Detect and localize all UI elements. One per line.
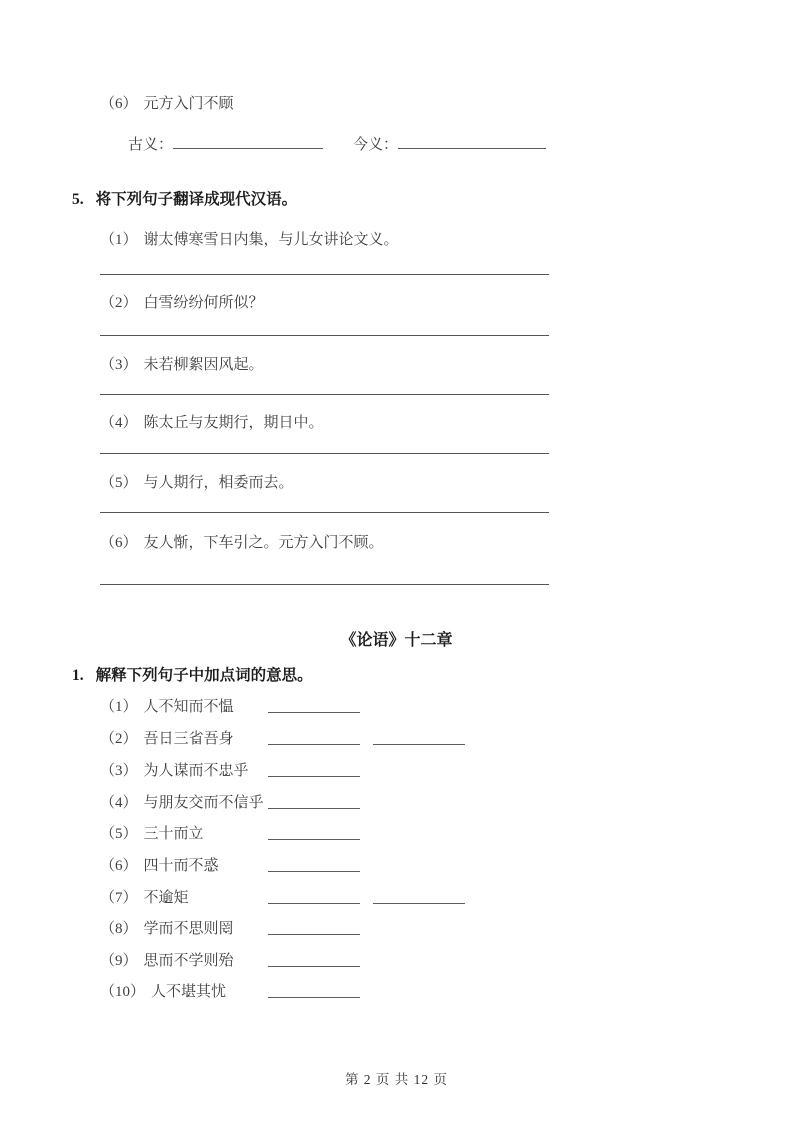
word-explain-item [100,729,234,749]
question-5-heading [72,190,297,210]
item-text: 三十而立 • [144,826,204,842]
item-number: （6） [100,96,138,112]
answer-line [100,335,549,336]
item-text: 元方入门不顾 • [144,96,234,112]
dotted-char: 惑 • [204,858,219,874]
item-number: （3） [100,357,138,373]
answer-blank [268,697,360,713]
answer-blank [268,951,360,967]
item-text: 谢太傅寒雪日内集，与儿女讲论文义。 [143,232,399,248]
answer-blank [268,982,360,998]
word-explain-item [100,824,204,844]
word-explain-item [100,951,234,971]
item-text: 与人期行，相委而去。 [143,475,294,491]
item-number: （1） [100,232,138,248]
dotted-char: 逾 • [159,890,174,906]
word-explain-item [100,856,219,876]
modern-meaning-blank [398,134,546,149]
answer-blank [373,729,465,745]
translation-item [100,533,384,553]
word-explain-item [100,761,249,781]
item-number: （4） [100,795,138,811]
dotted-char: 矩 • [174,890,189,906]
dotted-char: 省 • [189,731,204,747]
item-text: 思而不学则殆 • [144,953,234,969]
item-number: （2） [100,295,138,311]
answer-line [100,453,549,454]
section-title: 《论语》十二章 [340,632,453,649]
item-number: （4） [100,415,138,431]
item-number: （10） [100,984,146,1000]
item-text: 人不知而不愠 • [144,699,234,715]
translation-item [100,230,399,250]
item-number: （3） [100,763,138,779]
answer-blank [373,888,465,904]
ancient-meaning-blank [173,134,323,149]
item-number: （5） [100,475,138,491]
question-1-heading [72,666,313,686]
answer-blank [268,729,360,745]
item-number: （6） [100,535,138,551]
word-explain-item [100,888,189,908]
answer-blank [268,761,360,777]
page-footer: 第 2 页 共 12 页 [344,1072,449,1087]
item-text: 为人谋而不忠 •乎 [144,763,249,779]
answer-line [100,584,549,585]
dotted-char: 顾 • [219,96,234,112]
word-explain-item [100,919,234,939]
item-number: （9） [100,953,138,969]
word-explain-item [100,793,264,813]
dotted-char: 愠 • [219,699,234,715]
word-explain-item [100,697,234,717]
answer-blank [268,824,360,840]
item-number: （8） [100,921,138,937]
ancient-meaning-label: 古义： [128,137,174,153]
item-number: （2） [100,731,138,747]
dotted-char: 忠 • [219,763,234,779]
item-number: （6） [100,858,138,874]
item-text: 学而不思则罔 • [144,921,234,937]
item-number: （5） [100,826,138,842]
question-number: 5. [72,191,84,208]
translation-item [100,473,294,493]
answer-line [100,394,549,395]
item-text: 陈太丘与友期行，期日中。 [143,415,324,431]
answer-blank [268,919,360,935]
word-explain-item [100,982,226,1002]
answer-blank [268,888,360,904]
translation-item [100,293,264,313]
item-text: 白雪纷纷何所似？ [143,295,264,311]
item-text: 人不堪 •其忧 [151,984,226,1000]
item-number: （7） [100,890,138,906]
dotted-char: 信 • [234,795,249,811]
item-text: 不逾 •矩 • [144,890,189,906]
answer-line [100,512,549,513]
answer-line [100,274,549,275]
item-text: 与朋友交而不信 •乎 [144,795,264,811]
question-text: 解释下列句子中加点词的意思。 [95,667,313,684]
answer-blank [268,793,360,809]
translation-item [100,355,264,375]
dotted-char: 立 • [189,826,204,842]
item-text: 未若柳絮因风起。 [143,357,264,373]
translation-item [100,413,324,433]
question-number: 1. [72,667,84,684]
item-number: （1） [100,699,138,715]
word-meaning-item [100,94,234,114]
item-text: 四十而不惑 • [144,858,219,874]
dotted-char: 日 • [159,731,174,747]
ancient-modern-row [128,134,546,155]
item-text: 友人惭，下车引之。元方入门不顾。 [143,535,384,551]
dotted-char: 罔 • [219,921,234,937]
dotted-char: 堪 • [181,984,196,1000]
modern-meaning-label: 今义： [353,137,399,153]
answer-blank [268,856,360,872]
item-text: 吾日 •三省 •吾身 [144,731,234,747]
question-text: 将下列句子翻译成现代汉语。 [95,191,298,208]
dotted-char: 殆 • [219,953,234,969]
